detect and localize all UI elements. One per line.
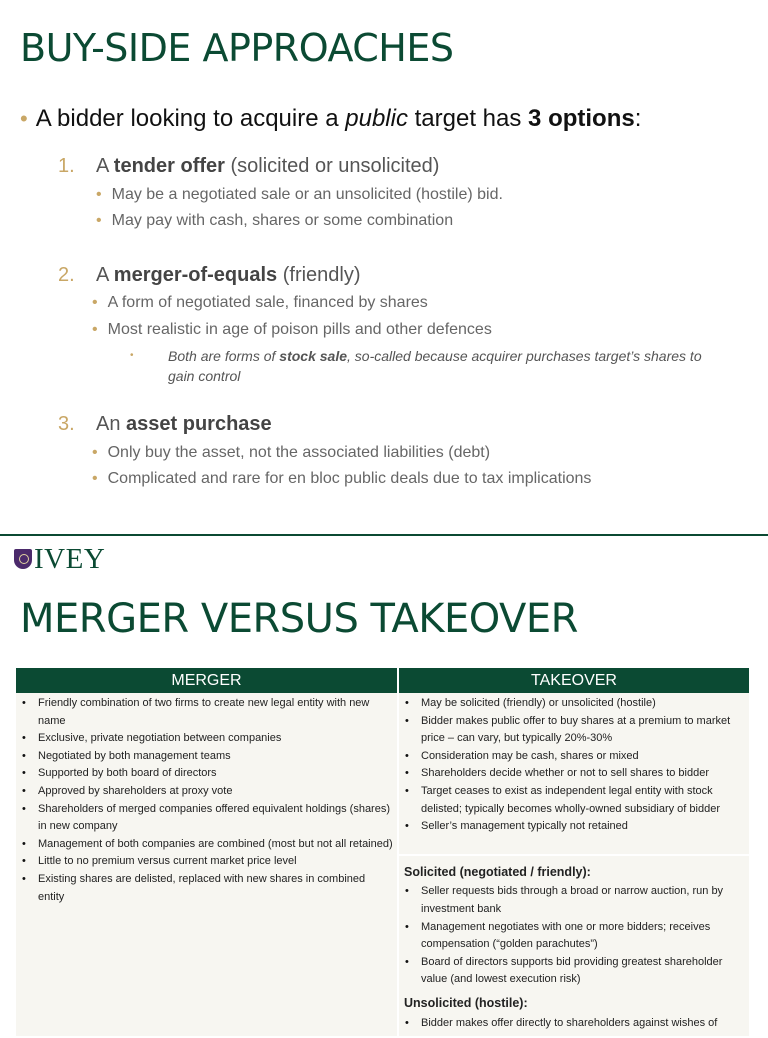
solicited-title: Solicited (negotiated / friendly):: [404, 864, 591, 879]
bullet-icon: •: [20, 106, 28, 131]
takeover-list: [403, 695, 745, 836]
intro-text-middle: target has: [407, 105, 529, 132]
takeover-types-cell: [398, 855, 750, 1037]
list-item: • Seller’s management typically not retained: [417, 818, 745, 836]
header-takeover: TAKEOVER: [398, 668, 750, 693]
merger-cell: [16, 693, 398, 1037]
option-3: [58, 413, 272, 436]
option-title: merger-of-equals: [113, 264, 278, 286]
intro-text: A bidder looking to acquire a: [35, 105, 346, 132]
option-suffix: (friendly): [277, 264, 361, 286]
unsolicited-title: Unsolicited (hostile):: [404, 995, 528, 1010]
unsolicited-list: [403, 1015, 745, 1033]
list-item: • Supported by both board of directors: [34, 765, 393, 783]
option-2: [58, 264, 361, 287]
list-item: • Little to no premium versus current market price level: [34, 853, 393, 871]
solicited-list: [403, 883, 745, 989]
list-item: • Shareholders decide whether or not to sell shares to bidder: [417, 765, 745, 783]
option-2-note: • Both are forms of stock sale, so-called because acquirer purchases target’s shares to gain control: [130, 348, 702, 384]
list-item: • Friendly combination of two firms to create new legal entity with new name: [34, 695, 393, 730]
list-item: • Target ceases to exist as independent legal entity with stock delisted; typically becomes wholly-owned subsidiary of bidder: [417, 783, 745, 818]
intro-suffix: :: [634, 105, 642, 132]
list-item: • Shareholders of merged companies offered equivalent holdings (shares) in new company: [34, 801, 393, 836]
list-item: • Bidder makes public offer to buy shares at a premium to market price – can vary, but typically 20%-30%: [417, 713, 745, 748]
option-prefix: A: [96, 155, 114, 177]
list-item: • Bidder makes offer directly to shareholders against wishes of: [417, 1015, 745, 1033]
shield-icon: [14, 549, 32, 569]
header-merger: MERGER: [16, 668, 398, 693]
slide-merger-versus-takeover: [0, 536, 768, 1029]
list-item: • Negotiated by both management teams: [34, 748, 393, 766]
option-number: 2.: [58, 264, 75, 286]
intro-bold: 3 options: [528, 105, 635, 132]
list-item: • May be solicited (friendly) or unsolicited (hostile): [417, 695, 745, 713]
ivey-logo: [14, 542, 105, 576]
takeover-cell: [398, 693, 750, 855]
option-number: 1.: [58, 155, 75, 177]
intro-italic: public: [345, 105, 408, 132]
option-prefix: A: [96, 264, 114, 286]
list-item: • Exclusive, private negotiation between companies: [34, 730, 393, 748]
list-item: • Approved by shareholders at proxy vote: [34, 783, 393, 801]
option-3-item-2: • Complicated and rare for en bloc public deals due to tax implications: [92, 470, 592, 487]
option-suffix: (solicited or unsolicited): [224, 155, 440, 177]
option-1-item-1: • May be a negotiated sale or an unsolicited (hostile) bid.: [96, 186, 503, 203]
option-1-item-2: • May pay with cash, shares or some combination: [96, 212, 454, 229]
table-header-row: [16, 668, 750, 693]
list-item: • Seller requests bids through a broad or narrow auction, run by investment bank: [417, 883, 745, 918]
list-item: • Board of directors supports bid providing greatest shareholder value (and lowest execution risk): [417, 954, 745, 989]
list-item: • Management of both companies are combined (most but not all retained): [34, 836, 393, 854]
option-3-item-1: • Only buy the asset, not the associated liabilities (debt): [92, 444, 491, 461]
slide-title: MERGER VERSUS TAKEOVER: [20, 596, 578, 642]
option-title: asset purchase: [126, 413, 272, 435]
option-title: tender offer: [113, 155, 225, 177]
slide-title: BUY-SIDE APPROACHES: [20, 26, 454, 70]
option-prefix: An: [96, 413, 127, 435]
bullet-icon: •: [130, 350, 134, 361]
option-2-item-2: • Most realistic in age of poison pills and other defences: [92, 321, 492, 338]
option-number: 3.: [58, 413, 75, 435]
option-1: [58, 155, 439, 178]
merger-list: [20, 695, 393, 906]
logo-text: IVEY: [34, 542, 106, 575]
list-item: • Existing shares are delisted, replaced with new shares in combined entity: [34, 871, 393, 906]
option-2-item-1: • A form of negotiated sale, financed by shares: [92, 294, 428, 311]
comparison-table: [16, 668, 751, 1038]
list-item: • Management negotiates with one or more bidders; receives compensation (“golden parachutes”): [417, 919, 745, 954]
list-item: • Consideration may be cash, shares or mixed: [417, 748, 745, 766]
intro-bullet: [20, 105, 641, 133]
